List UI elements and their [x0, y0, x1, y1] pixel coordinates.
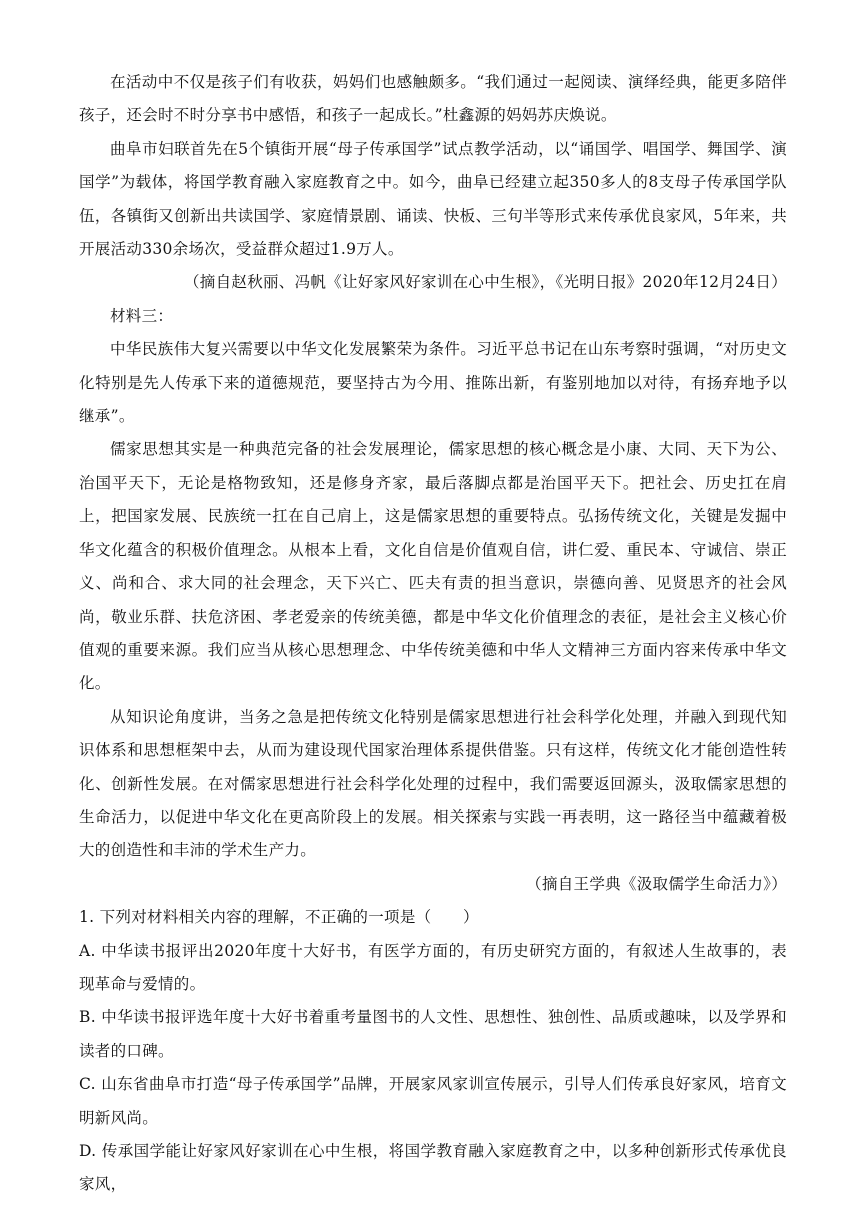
paragraph-rejuvenation: 中华民族伟大复兴需要以中华文化发展繁荣为条件。习近平总书记在山东考察时强调，“对历史文化特别是先人传承下来的道德规范，要坚持古为今用、推陈出新，有鉴别地加以对待，有扬弃地予以继承”。: [79, 340, 787, 426]
question-1-option-d: D. 传承国学能让好家风好家训在心中生根，将国学教育融入家庭教育之中，以多种创新形式传承优良家风，: [79, 1142, 787, 1194]
paragraph-knowledge-perspective: 从知识论角度讲，当务之急是把传统文化特别是儒家思想进行社会科学化处理，并融入到现代知识体系和思想框架中去，从而为建设现代国家治理体系提供借鉴。只有这样，传统文化才能创造性转化、创新性发展。在对儒家思想进行社会科学化处理的过程中，我们需要返回源头，汲取儒家思想的生命活力，以促进中华文化在更高阶段上的发展。相关探索与实践一再表明，这一路径当中蕴藏着极大的创造性和丰沛的学术生产力。: [79, 707, 787, 860]
paragraph-mothers-feedback: 在活动中不仅是孩子们有收获，妈妈们也感触颇多。“我们通过一起阅读、演绎经典，能更多陪伴孩子，还会时不时分享书中感悟，和孩子一起成长。”杜鑫源的妈妈苏庆焕说。: [79, 73, 787, 125]
paragraph-confucian-theory: 儒家思想其实是一种典范完备的社会发展理论，儒家思想的核心概念是小康、大同、天下为公、治国平天下，无论是格物致知，还是修身齐家，最后落脚点都是治国平天下。把社会、历史扛在肩上，把国家发展、民族统一扛在自己肩上，这是儒家思想的重要特点。弘扬传统文化，关键是发掘中华文化蕴含的积极价值理念。从根本上看，文化自信是价值观自信，讲仁爱、重民本、守诚信、崇正义、尚和合、求大同的社会理念，天下兴亡、匹夫有责的担当意识，崇德向善、见贤思齐的社会风尚，敬业乐群、扶危济困、孝老爱亲的传统美德，都是中华文化价值理念的表征，是社会主义核心价值观的重要来源。我们应当从核心思想理念、中华传统美德和中华人文精神三方面内容来传承中华文化。: [79, 440, 787, 693]
source-citation-2: （摘自王学典《汲取儒学生命活力》）: [526, 874, 787, 893]
question-1-option-a: A. 中华读书报评出2020年度十大好书，有医学方面的，有历史研究方面的，有叙述人生故事的，表现革命与爱情的。: [79, 941, 787, 993]
paragraph-qufu-program: 曲阜市妇联首先在5个镇街开展“母子传承国学”试点教学活动，以“诵国学、唱国学、舞国学、演国学”为载体，将国学教育融入家庭教育之中。如今，曲阜已经建立起350多人的8支母子传承国学队伍，各镇街又创新出共读国学、家庭情景剧、诵读、快板、三句半等形式来传承优良家风，5年来，共开展活动330余场次，受益群众超过1.9万人。: [79, 139, 787, 259]
question-1-option-c: C. 山东省曲阜市打造“母子传承国学”品牌，开展家风家训宣传展示，引导人们传承良好家风，培育文明新风尚。: [79, 1075, 787, 1127]
question-1-option-b: B. 中华读书报评选年度十大好书着重考量图书的人文性、思想性、独创性、品质或趣味，以及学界和读者的口碑。: [79, 1008, 787, 1060]
material-3-heading: 材料三：: [110, 306, 174, 325]
source-citation-1: （摘自赵秋丽、冯帆《让好家风好家训在心中生根》，《光明日报》2020年12月24日）: [184, 273, 787, 292]
document-body: [79, 66, 787, 1202]
question-1-stem: 1. 下列对材料相关内容的理解，不正确的一项是（ ）: [79, 908, 479, 927]
